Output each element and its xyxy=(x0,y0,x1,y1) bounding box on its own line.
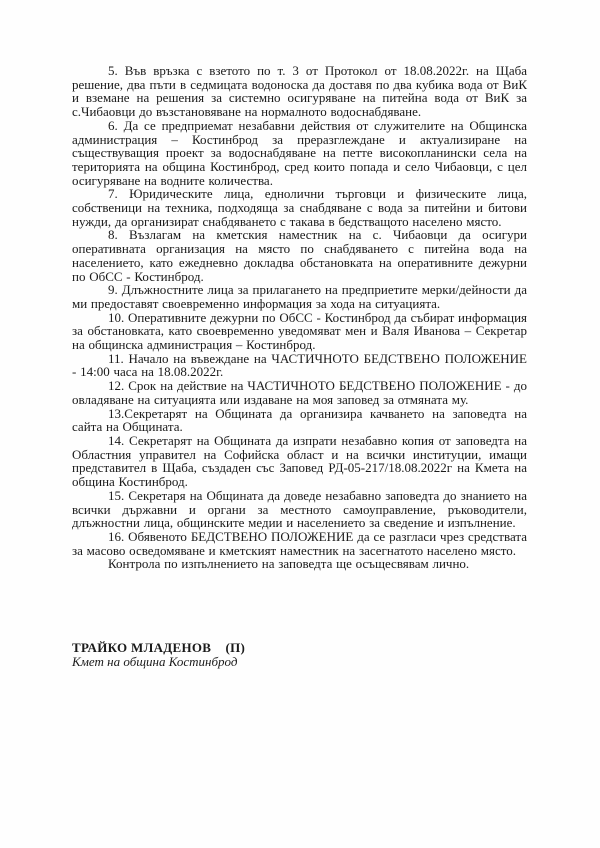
order-point-11: 11. Начало на въвеждане на ЧАСТИЧНОТО БЕДСТВЕНО ПОЛОЖЕНИЕ - 14:00 часа на 18.08.2022г. xyxy=(72,350,527,380)
order-point-13: 13.Секретарят на Общината да организира качването на заповедта на сайта на Общината. xyxy=(72,405,527,435)
order-point-10: 10. Оперативните дежурни по ОбСС - Костинброд да събират информация за обстановката, като своевременно уведомяват мен и Валя Иванова – Секретар на общинска администрация – Костинброд. xyxy=(72,309,527,353)
order-body xyxy=(72,64,527,571)
order-point-16: 16. Обявеното БЕДСТВЕНО ПОЛОЖЕНИЕ да се разгласи чрез средствата за масово осведомяване и кметският наместник на засегнатото населено място. xyxy=(72,528,527,558)
order-point-6: 6. Да се предприемат незабавни действия от служителите на Общинска администрация – Костинброд за преразглеждане и актуализиране на съществуващия проект за водоснабдяване на петте високопланински села на територията на община Костинброд, сред които попада и село Чибаовци, с цел осигуряване на водните количества. xyxy=(72,117,527,188)
signatory-name: ТРАЙКО МЛАДЕНОВ (П) xyxy=(72,640,246,656)
order-point-5: 5. Във връзка с взетото по т. 3 от Протокол от 18.08.2022г. на Щаба решение, два пъти в седмицата водоноска да доставя по два кубика вода от ВиК и вземане на решения за системно осигуряване на питейна вода от ВиК за с.Чибаовци до възстановяване на нормалното водоснабдяване. xyxy=(72,63,527,120)
order-point-9: 9. Длъжностните лица за прилагането на предприетите мерки/дейности да ми предоставят своевременно информация за хода на ситуацията. xyxy=(72,282,527,311)
signatory-title: Кмет на община Костинброд xyxy=(72,653,238,669)
order-point-14: 14. Секретарят на Общината да изпрати незабавно копия от заповедта на Областния управител на Софийска област и на всички институции, имащи представител в Щаба, създаден със Заповед РД-05-217/18.08.2022г на Кмета на община Костинброд. xyxy=(72,432,527,490)
order-point-12: 12. Срок на действие на ЧАСТИЧНОТО БЕДСТВЕНО ПОЛОЖЕНИЕ - до овладяване на ситуацията или издаване на моя заповед за отмяната му. xyxy=(72,378,527,407)
order-point-7: 7. Юридическите лица, еднолични търговци и физическите лица, собственици на техника, подходяща за снабдяване с вода за питейни и битови нужди, да организират снабдяването с такава в бедстващото населено място. xyxy=(72,186,527,229)
control-statement: Контрола по изпълнението на заповедта ще осъщесвявам лично. xyxy=(108,556,470,572)
order-point-15: 15. Секретаря на Общината да доведе незабавно заповедта до знанието на всички държавни и органи за местното самоуправление, ръководители, длъжностни лица, общинските медии и населението за сведение и изпълнение. xyxy=(72,487,527,531)
order-point-8: 8. Възлагам на кметския наместник на с. Чибаовци да осигури оперативната организация на място по снабдяването с питейна вода на населението, като ежедневно докладва обстановката на оперативните дежурни по ОбСС - Костинброд. xyxy=(72,227,527,284)
signature-block xyxy=(72,641,527,668)
